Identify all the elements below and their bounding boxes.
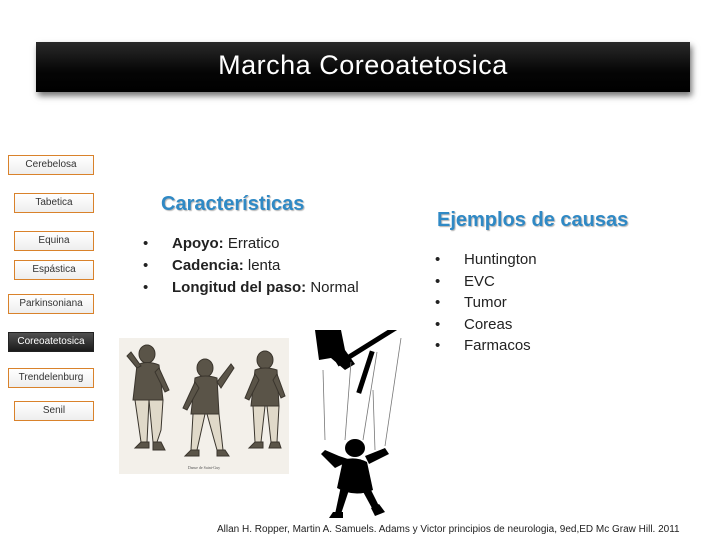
list-item: • Cadencia: lenta bbox=[143, 257, 359, 274]
causas-list bbox=[435, 249, 537, 357]
title-bar bbox=[36, 42, 690, 92]
slide-title: Marcha Coreoatetosica bbox=[218, 50, 508, 80]
list-item: • Apoyo: Erratico bbox=[143, 235, 359, 252]
causas-heading: Ejemplos de causas bbox=[437, 209, 629, 231]
nav-parkinsoniana[interactable]: Parkinsoniana bbox=[8, 294, 94, 314]
list-item: • Coreas bbox=[435, 314, 537, 336]
nav-trendelenburg[interactable]: Trendelenburg bbox=[8, 368, 94, 388]
list-item: • Farmacos bbox=[435, 335, 537, 357]
list-item: • EVC bbox=[435, 271, 537, 293]
nav-cerebelosa[interactable]: Cerebelosa bbox=[8, 155, 94, 175]
children-choreic-gait-illustration bbox=[119, 338, 289, 474]
nav-tabetica[interactable]: Tabetica bbox=[14, 193, 94, 213]
nav-equina[interactable]: Equina bbox=[14, 231, 94, 251]
nav-coreoatetosica[interactable]: Coreoatetosica bbox=[8, 332, 94, 352]
list-item: • Longitud del paso: Normal bbox=[143, 279, 359, 296]
caracteristicas-list bbox=[143, 235, 359, 296]
nav-senil[interactable]: Senil bbox=[14, 401, 94, 421]
caracteristicas-heading: Características bbox=[161, 193, 305, 215]
nav-espastica[interactable]: Espástica bbox=[14, 260, 94, 280]
citation: Allan H. Ropper, Martin A. Samuels. Adams y Victor principios de neurologia, 9ed,ED Mc Graw Hill. 2011 bbox=[217, 524, 680, 535]
illustration-caption: Danse de Saint-Guy bbox=[187, 465, 221, 470]
list-item: • Huntington bbox=[435, 249, 537, 271]
puppet-marionette-silhouette bbox=[315, 330, 433, 520]
list-item: • Tumor bbox=[435, 292, 537, 314]
